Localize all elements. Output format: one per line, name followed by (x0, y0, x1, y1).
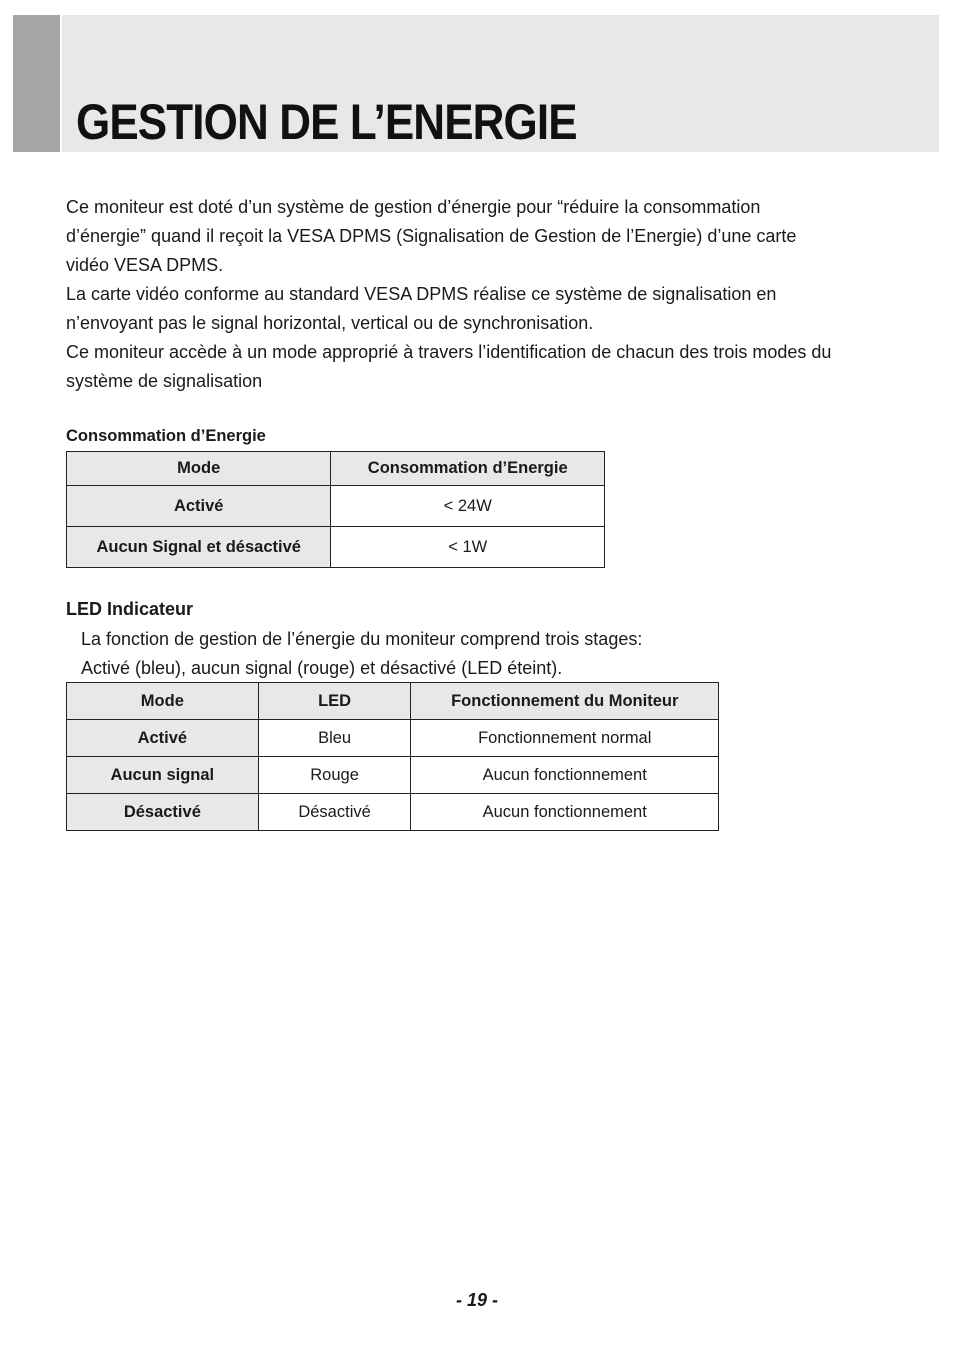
table-header-row (67, 683, 719, 720)
intro-line: Ce moniteur accède à un mode approprié à travers l’identification de chacun des trois modes du (66, 342, 832, 362)
table-header-cell: Consommation d’Energie (331, 452, 605, 486)
table-cell-operation: Aucun fonctionnement (411, 794, 719, 831)
table-cell-mode: Désactivé (67, 794, 259, 831)
table-row (67, 527, 605, 568)
table-cell-led: Désactivé (258, 794, 411, 831)
table-cell-led: Bleu (258, 720, 411, 757)
table-row (67, 794, 719, 831)
table-cell-operation: Aucun fonctionnement (411, 757, 719, 794)
table-header-cell: Fonctionnement du Moniteur (411, 683, 719, 720)
intro-line: vidéo VESA DPMS. (66, 255, 224, 275)
led-section-heading: LED Indicateur (66, 599, 194, 619)
table-cell-mode: Activé (67, 720, 259, 757)
led-description (81, 625, 881, 683)
intro-text (66, 193, 896, 396)
table-cell-mode: Activé (67, 486, 331, 527)
power-consumption-table (66, 451, 605, 568)
table-cell-mode: Aucun signal (67, 757, 259, 794)
table-header-cell: Mode (67, 452, 331, 486)
header-accent-bar (13, 15, 60, 152)
table-cell-value: < 24W (331, 486, 605, 527)
table-header-cell: LED (258, 683, 411, 720)
intro-line: La carte vidéo conforme au standard VESA DPMS réalise ce système de signalisation en (66, 284, 777, 304)
header-divider (60, 15, 62, 152)
led-desc-line: Activé (bleu), aucun signal (rouge) et désactivé (LED éteint). (81, 658, 563, 678)
table-header-row (67, 452, 605, 486)
page-title: GESTION DE L’ENERGIE (76, 94, 577, 150)
table-row (67, 486, 605, 527)
intro-line: d’énergie” quand il reçoit la VESA DPMS (Signalisation de Gestion de l’Energie) d’une carte (66, 226, 797, 246)
power-section-label: Consommation d’Energie (66, 427, 266, 445)
table-cell-value: < 1W (331, 527, 605, 568)
table-row (67, 757, 719, 794)
table-cell-operation: Fonctionnement normal (411, 720, 719, 757)
page-number: - 19 - (455, 1290, 498, 1310)
led-indicator-table (66, 682, 719, 831)
table-header-cell: Mode (67, 683, 259, 720)
table-row (67, 720, 719, 757)
intro-line: n’envoyant pas le signal horizontal, vertical ou de synchronisation. (66, 313, 594, 333)
table-cell-led: Rouge (258, 757, 411, 794)
intro-line: Ce moniteur est doté d’un système de gestion d’énergie pour “réduire la consommation (66, 197, 761, 217)
table-cell-mode: Aucun Signal et désactivé (67, 527, 331, 568)
intro-line: système de signalisation (66, 371, 263, 391)
led-desc-line: La fonction de gestion de l’énergie du moniteur comprend trois stages: (81, 629, 643, 649)
